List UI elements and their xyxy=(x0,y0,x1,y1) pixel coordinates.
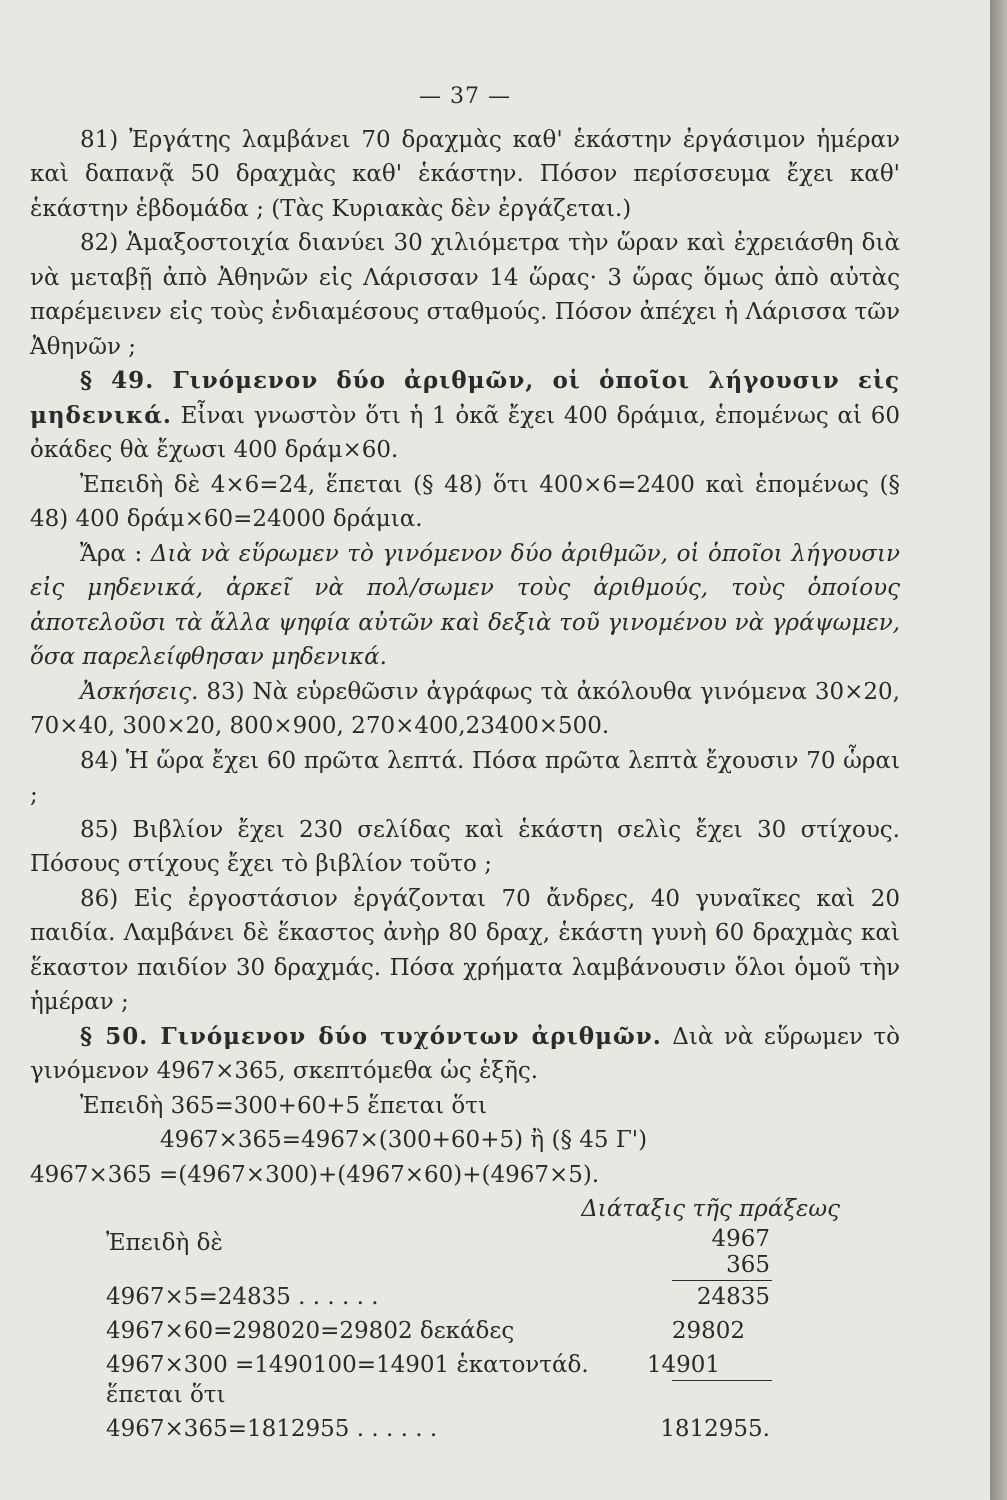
calc-epetai: ἕπεται ὅτι xyxy=(106,1382,226,1408)
ara-label: Ἄρα : xyxy=(80,540,151,567)
exercise-82: 82) Ἁμαξοστοιχία διανύει 30 χιλιόμετρα τὴν ὥραν καὶ ἐχρειάσθη διὰ νὰ μεταβῇ ἀπὸ Ἀθηνῶν εἰς Λάρισσαν 14 ὥρας· 3 ὥρας ὅμως ἀπὸ αὐτὰς παρέμεινεν εἰς τοὺς ἐνδιαμέσους σταθμούς. Πόσον ἀπέχει ἡ Λάρισσα τῶν Ἀθηνῶν ; xyxy=(30,230,900,360)
page-text xyxy=(30,80,900,1452)
exercise-84: 84) Ἡ ὥρα ἔχει 60 πρῶτα λεπτά. Πόσα πρῶτα λεπτὰ ἔχουσιν 70 ὧραι ; xyxy=(30,747,900,808)
calc-line-1: 4967×5=24835 . . . . . . xyxy=(106,1284,379,1310)
section-49-body: Εἶναι γνωστὸν ὅτι ἡ 1 ὀκᾶ ἔχει 400 δράμια, ἑπομένως αἱ 60 ὀκάδες θὰ ἔχωσι 400 δράμ×60. xyxy=(30,402,900,463)
calc-epeidi: Ἐπειδὴ δὲ xyxy=(106,1230,223,1256)
exercise-83: 83) Νὰ εὑρεθῶσιν ἀγράφως τὰ ἀκόλουθα γινόμενα 30×20, 70×40, 300×20, 800×900, 270×400,23400×500. xyxy=(30,678,900,739)
calc-multiplicand: 4967 xyxy=(711,1226,770,1252)
calc-line-2: 4967×60=298020=29802 δεκάδες xyxy=(106,1318,515,1344)
calc-multiplier: 365 xyxy=(726,1252,770,1278)
section-49 xyxy=(30,364,900,468)
section-50-paragraph-2: Ἐπειδὴ 365=300+60+5 ἕπεται ὅτι xyxy=(80,1092,487,1119)
exercise-81: 81) Ἐργάτης λαμβάνει 70 δραχμὰς καθ' ἑκάστην ἐργάσιμον ἡμέραν καὶ δαπανᾷ 50 δραχμὰς καθ' ἑκάστην. Πόσον περίσσευμα ἔχει καθ' ἑκάστην ἑβδομάδα ; (Τὰς Κυριακὰς δὲν ἐργάζεται.) xyxy=(30,126,900,222)
rule-paragraph xyxy=(30,537,900,675)
section-50 xyxy=(30,1020,900,1089)
section-49-paragraph-2: Ἐπειδὴ δὲ 4×6=24, ἕπεται (§ 48) ὅτι 400×6=2400 καὶ ἑπομένως (§ 48) 400 δράμ×60=24000 δράμια. xyxy=(30,471,900,532)
calc-line-3: 4967×300 =1490100=14901 ἑκατοντάδ. xyxy=(106,1352,589,1378)
equation-1: 4967×365=4967×(300+60+5) ἢ (§ 45 Γ') xyxy=(160,1127,648,1153)
calc-partial-1: 24835 xyxy=(696,1284,770,1310)
equation-2: 4967×365 =(4967×300)+(4967×60)+(4967×5). xyxy=(30,1161,600,1188)
exercise-86: 86) Εἰς ἐργοστάσιον ἐργάζονται 70 ἄνδρες, 40 γυναῖκες καὶ 20 παιδία. Λαμβάνει δὲ ἕκαστος ἀνὴρ 80 δραχ, ἑκάστη γυνὴ 60 δραχμὰς καὶ ἕκαστον παιδίον 30 δραχμάς. Πόσα χρήματα λαμβάνουσιν ὅλοι ὁμοῦ τὴν ἡμέραν ; xyxy=(30,885,900,1015)
calc-heading: Διάταξις τῆς πράξεως xyxy=(581,1196,840,1222)
page-edge xyxy=(990,0,1007,1500)
section-49-title: § 49. Γινόμενον δύο ἀριθμῶν, οἱ ὁποῖοι λήγουσιν εἰς μηδενικά. xyxy=(30,367,900,429)
rule-text: Διὰ νὰ εὕρωμεν τὸ γινόμενον δύο ἀριθμῶν, οἱ ὁποῖοι λήγουσιν εἰς μηδενικά, ἀρκεῖ νὰ πολ/σωμεν τοὺς ἀριθμούς, τοὺς ὁποίους ἀποτελοῦσι τὰ ἄλλα ψηφία αὐτῶν καὶ δεξιὰ τοῦ γινομένου νὰ γράψωμεν, ὅσα παρελείφθησαν μηδενικά. xyxy=(30,540,900,670)
calc-partial-2: 29802 xyxy=(671,1318,745,1344)
calc-partial-3: 14901 xyxy=(646,1352,720,1378)
exercises-label: Ἀσκήσεις. xyxy=(80,678,199,705)
calc-result: 1812955. xyxy=(660,1416,770,1442)
exercise-85: 85) Βιβλίον ἔχει 230 σελίδας καὶ ἑκάστη σελὶς ἔχει 30 στίχους. Πόσους στίχους ἔχει τὸ βιβλίον τοῦτο ; xyxy=(30,816,900,877)
exercises-83 xyxy=(30,675,900,744)
calculation-layout xyxy=(30,1192,900,1452)
page-number: — 37 — xyxy=(419,84,511,109)
section-50-body: Διὰ νὰ εὕρωμεν τὸ γινόμενον 4967×365, σκεπτόμεθα ὡς ἑξῆς. xyxy=(30,1023,900,1084)
section-50-title: § 50. Γινόμενον δύο τυχόντων ἀριθμῶν. xyxy=(80,1022,662,1050)
calc-rule-bottom xyxy=(672,1380,772,1381)
calc-line-4: 4967×365=1812955 . . . . . . xyxy=(106,1416,438,1442)
